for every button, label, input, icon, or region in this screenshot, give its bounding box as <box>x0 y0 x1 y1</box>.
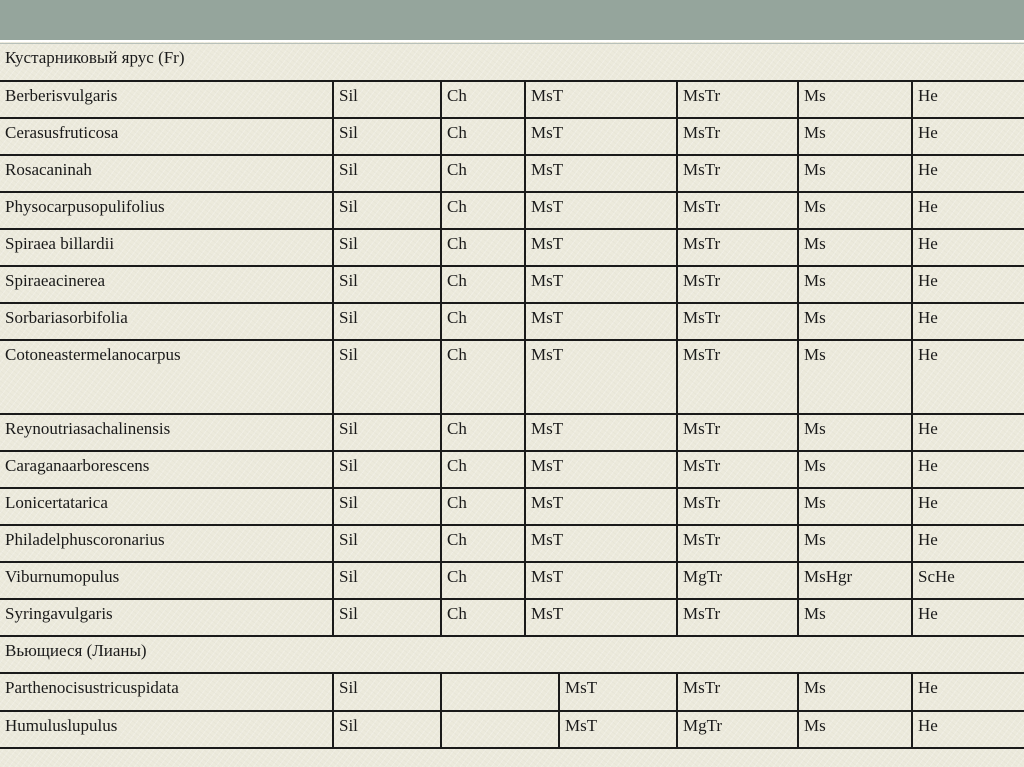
table-row <box>0 303 1024 340</box>
table-cell: MsT <box>525 599 677 636</box>
species-name: Spiraea billardii <box>0 229 333 266</box>
species-name: Physocarpusopulifolius <box>0 192 333 229</box>
table-cell: He <box>912 81 1024 118</box>
table-cell: Ch <box>441 414 525 451</box>
table-row <box>0 266 1024 303</box>
species-table-wrapper <box>0 44 1024 749</box>
table-cell: ScHe <box>912 562 1024 599</box>
table-cell: MsTr <box>677 155 798 192</box>
species-table <box>0 44 1024 674</box>
table-cell: Ms <box>798 155 912 192</box>
table-cell: Sil <box>333 674 441 711</box>
table-row <box>0 118 1024 155</box>
table-cell: Ch <box>441 340 525 414</box>
species-name: Sorbariasorbifolia <box>0 303 333 340</box>
table-cell: He <box>912 674 1024 711</box>
species-name: Caraganaarborescens <box>0 451 333 488</box>
table-cell: Sil <box>333 266 441 303</box>
species-name: Spiraeacinerea <box>0 266 333 303</box>
table-cell: MsT <box>525 451 677 488</box>
species-name: Reynoutriasachalinensis <box>0 414 333 451</box>
table-cell: MsTr <box>677 451 798 488</box>
table-cell: He <box>912 525 1024 562</box>
divider <box>0 40 1024 42</box>
title-bar <box>0 0 1024 40</box>
table-cell: Ch <box>441 451 525 488</box>
table-cell: Ch <box>441 229 525 266</box>
table-cell: MsT <box>525 266 677 303</box>
table-cell: Ms <box>798 340 912 414</box>
table-cell: Sil <box>333 229 441 266</box>
table-cell: MsTr <box>677 303 798 340</box>
section-title: Вьющиеся (Лианы) <box>0 636 1024 673</box>
table-cell: Ms <box>798 229 912 266</box>
table-cell: He <box>912 488 1024 525</box>
table-cell: Ch <box>441 562 525 599</box>
table-cell: MsT <box>525 229 677 266</box>
table-cell: He <box>912 303 1024 340</box>
table-cell: Ch <box>441 266 525 303</box>
table-cell: Sil <box>333 525 441 562</box>
table-cell: MsTr <box>677 192 798 229</box>
table-cell: Ms <box>798 414 912 451</box>
table-cell: MsTr <box>677 674 798 711</box>
table-row <box>0 562 1024 599</box>
table-cell: MsT <box>525 192 677 229</box>
species-name: Cotoneastermelanocarpus <box>0 340 333 414</box>
table-cell: Sil <box>333 414 441 451</box>
species-name: Rosacaninah <box>0 155 333 192</box>
table-cell: MsTr <box>677 118 798 155</box>
species-name: Lonicertatarica <box>0 488 333 525</box>
table-cell: Ch <box>441 488 525 525</box>
table-cell: MsTr <box>677 488 798 525</box>
table-cell: Sil <box>333 340 441 414</box>
table-cell: Ch <box>441 303 525 340</box>
table-cell: MsTr <box>677 229 798 266</box>
table-cell: MsT <box>525 81 677 118</box>
table-row <box>0 488 1024 525</box>
table-cell: MsT <box>525 525 677 562</box>
table-cell: MsT <box>525 488 677 525</box>
table-cell: He <box>912 340 1024 414</box>
table-cell: Sil <box>333 81 441 118</box>
table-cell: Ms <box>798 599 912 636</box>
table-cell: MsT <box>525 340 677 414</box>
table-cell: Sil <box>333 488 441 525</box>
table-cell: MsTr <box>677 340 798 414</box>
species-name: Philadelphuscoronarius <box>0 525 333 562</box>
table-cell: MsT <box>525 303 677 340</box>
table-row <box>0 451 1024 488</box>
table-cell: He <box>912 266 1024 303</box>
table-row <box>0 229 1024 266</box>
table-cell: MsTr <box>677 414 798 451</box>
table-cell: He <box>912 599 1024 636</box>
table-cell: Ms <box>798 451 912 488</box>
table-cell: Ms <box>798 711 912 748</box>
table-cell <box>441 674 559 711</box>
table-row <box>0 525 1024 562</box>
table-cell: He <box>912 711 1024 748</box>
table-cell: Ms <box>798 192 912 229</box>
table-cell: Ms <box>798 118 912 155</box>
species-name: Viburnumopulus <box>0 562 333 599</box>
table-cell: MsT <box>559 674 677 711</box>
table-cell: Ms <box>798 488 912 525</box>
table-cell: Sil <box>333 451 441 488</box>
table-cell: MgTr <box>677 562 798 599</box>
table-cell: Ms <box>798 303 912 340</box>
table-cell: MsHgr <box>798 562 912 599</box>
table-cell: He <box>912 451 1024 488</box>
species-name: Parthenocisustricuspidata <box>0 674 333 711</box>
table-cell: MsT <box>525 155 677 192</box>
table-row <box>0 340 1024 414</box>
table-cell: Ch <box>441 599 525 636</box>
table-row <box>0 81 1024 118</box>
table-cell: Ch <box>441 81 525 118</box>
table-cell: Ms <box>798 81 912 118</box>
table-cell: Sil <box>333 303 441 340</box>
lianas-table <box>0 674 1024 749</box>
table-row <box>0 192 1024 229</box>
table-row <box>0 155 1024 192</box>
table-cell: Sil <box>333 155 441 192</box>
table-cell: Sil <box>333 118 441 155</box>
table-cell: Ch <box>441 525 525 562</box>
table-row <box>0 674 1024 711</box>
table-cell: MsTr <box>677 525 798 562</box>
table-cell: Sil <box>333 599 441 636</box>
table-cell: He <box>912 229 1024 266</box>
species-name: Syringavulgaris <box>0 599 333 636</box>
table-row <box>0 599 1024 636</box>
table-cell: MsT <box>525 118 677 155</box>
species-name: Berberisvulgaris <box>0 81 333 118</box>
section-title: Кустарниковый ярус (Fr) <box>0 44 1024 81</box>
table-cell: MsT <box>525 562 677 599</box>
table-cell: MsTr <box>677 599 798 636</box>
table-cell: MgTr <box>677 711 798 748</box>
table-cell: MsT <box>559 711 677 748</box>
table-row <box>0 711 1024 748</box>
table-cell: MsTr <box>677 266 798 303</box>
table-cell: Ms <box>798 266 912 303</box>
table-cell: Ch <box>441 155 525 192</box>
table-cell <box>441 711 559 748</box>
species-name: Humuluslupulus <box>0 711 333 748</box>
table-cell: MsT <box>525 414 677 451</box>
table-cell: Ch <box>441 118 525 155</box>
species-name: Cerasusfruticosa <box>0 118 333 155</box>
table-cell: Ch <box>441 192 525 229</box>
table-cell: He <box>912 414 1024 451</box>
section-header-shrubs <box>0 44 1024 81</box>
table-row <box>0 414 1024 451</box>
table-cell: He <box>912 192 1024 229</box>
table-cell: Ms <box>798 525 912 562</box>
table-cell: Sil <box>333 711 441 748</box>
section-header-lianas <box>0 636 1024 673</box>
table-cell: Sil <box>333 562 441 599</box>
table-cell: He <box>912 155 1024 192</box>
table-cell: Sil <box>333 192 441 229</box>
table-cell: MsTr <box>677 81 798 118</box>
table-cell: He <box>912 118 1024 155</box>
table-cell: Ms <box>798 674 912 711</box>
